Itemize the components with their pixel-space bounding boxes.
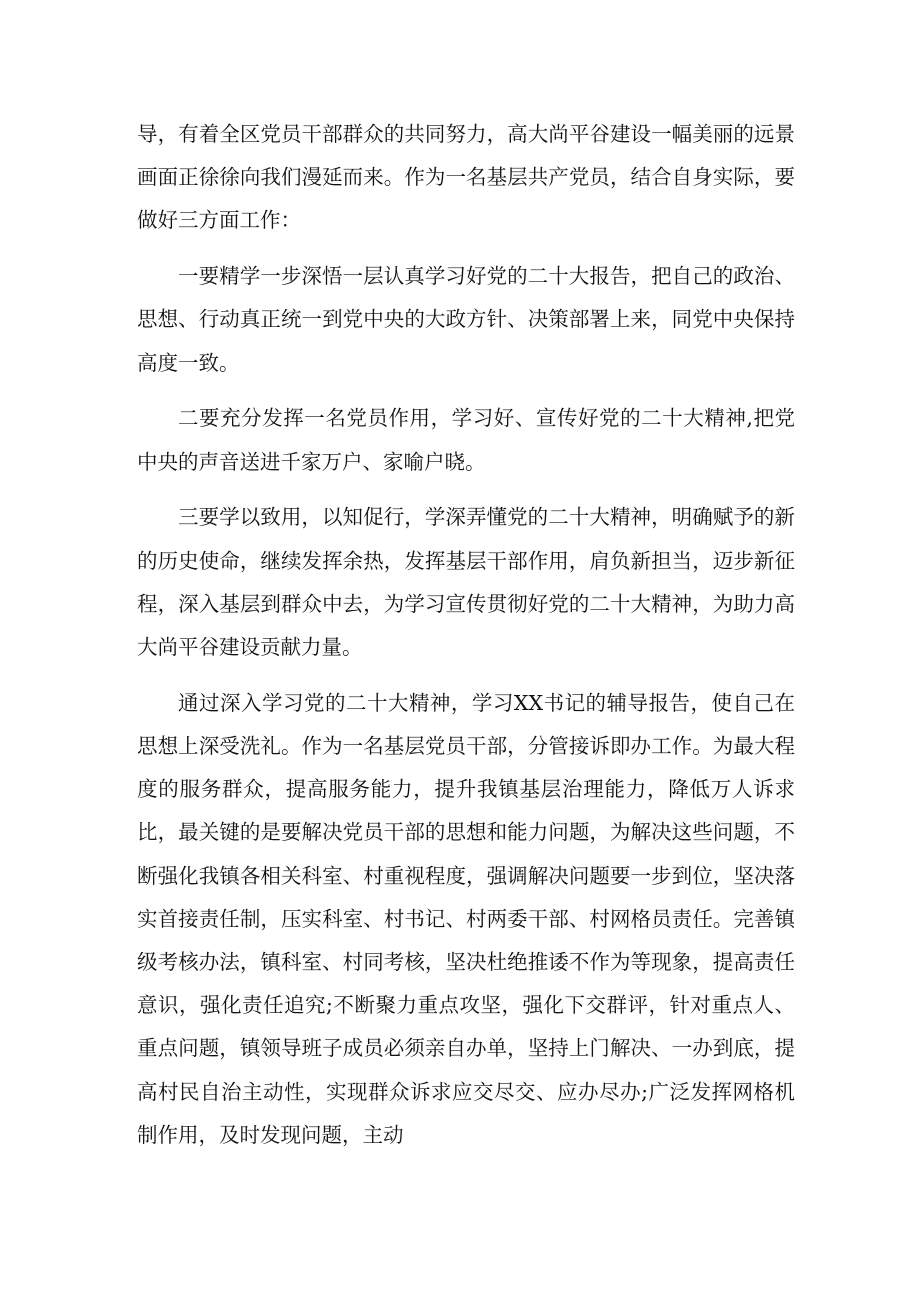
paragraph-2: 一要精学一步深悟一层认真学习好党的二十大报告，把自己的政治、思想、行动真正统一到党中央的大政方针、决策部署上来，同党中央保持高度一致。: [137, 264, 795, 375]
paragraph-5: 通过深入学习党的二十大精神，学习XX书记的辅导报告，使自己在思想上深受洗礼。作为一名基层党员干部，分管接诉即办工作。为最大程度的服务群众，提高服务能力，提升我镇基层治理能力，降低万人诉求比，最关键的是要解决党员干部的思想和能力问题，为解决这些问题，不断强化我镇各相关科室、村重视程度，强调解决问题要一步到位，坚决落实首接责任制，压实科室、村书记、村两委干部、村网格员责任。完善镇级考核办法，镇科室、村同考核，坚决杜绝推诿不作为等现象，提高责任意识，强化责任追究;不断聚力重点攻坚，强化下交群评，针对重点人、重点问题，镇领导班子成员必须亲自办单，坚持上门解决、一办到底，提高村民自治主动性，实现群众诉求应交尽交、应办尽办;广泛发挥网格机制作用，及时发现问题，主动: [137, 690, 795, 1147]
document-body: [137, 113, 795, 1170]
paragraph-1: 导，有着全区党员干部群众的共同努力，高大尚平谷建设一幅美丽的远景画面正徐徐向我们漫延而来。作为一名基层共产党员，结合自身实际，要做好三方面工作：: [137, 122, 795, 233]
paragraph-4: 三要学以致用，以知促行，学深弄懂党的二十大精神，明确赋予的新的历史使命，继续发挥余热，发挥基层干部作用，肩负新担当，迈步新征程，深入基层到群众中去，为学习宣传贯彻好党的二十大精神，为助力高大尚平谷建设贡献力量。: [137, 505, 795, 660]
paragraph-3: 二要充分发挥一名党员作用，学习好、宣传好党的二十大精神,把党中央的声音送进千家万户、家喻户晓。: [137, 406, 795, 474]
